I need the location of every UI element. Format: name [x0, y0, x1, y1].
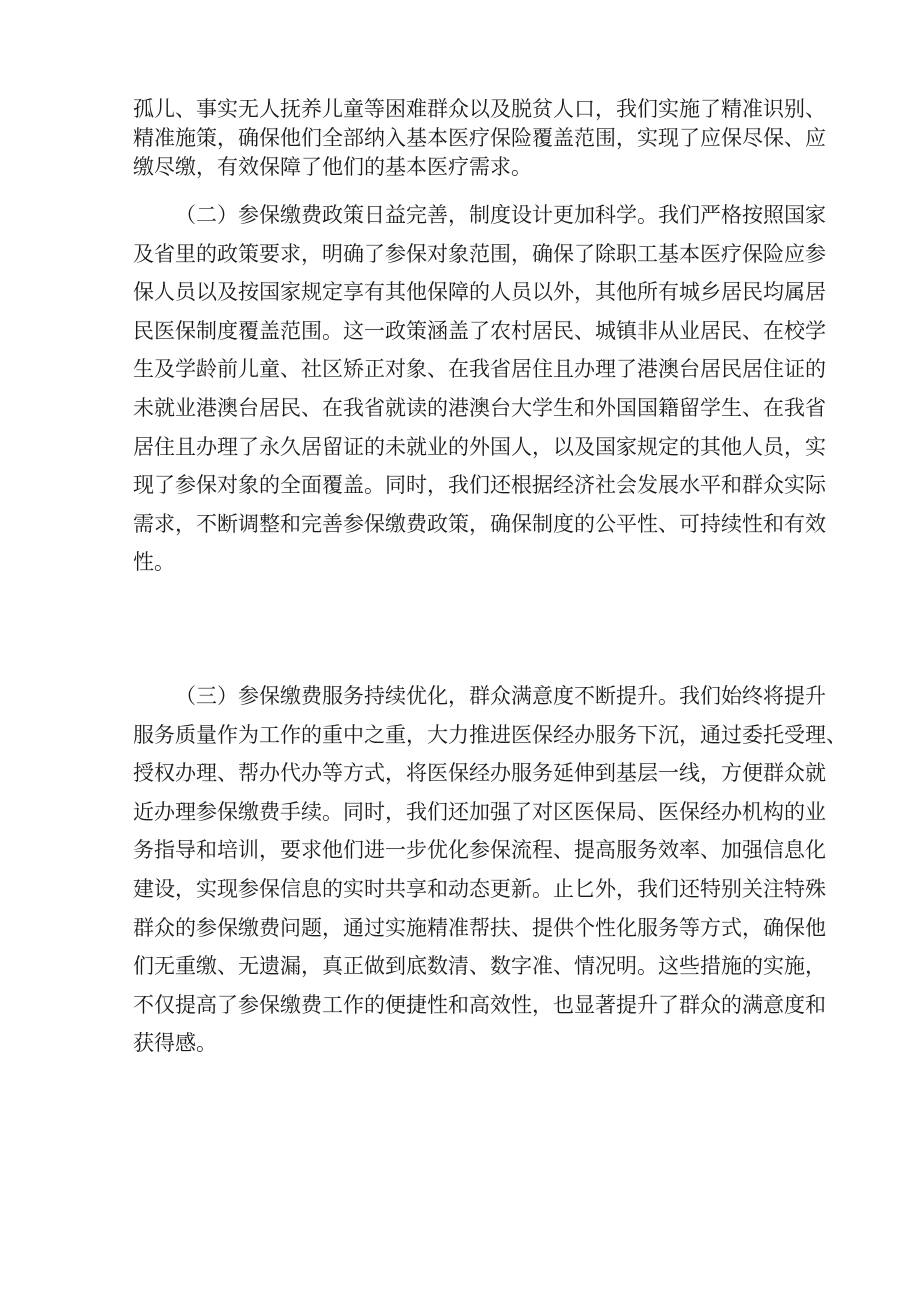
text-line: 居住且办理了永久居留证的未就业的外国人，以及国家规定的其他人员，实: [133, 434, 826, 459]
text-line: 建设，实现参保信息的实时共享和动态更新。止匕外，我们还特别关注特殊: [133, 876, 826, 901]
text-line: 群众的参保缴费问题，通过实施精准帮扶、提供个性化服务等方式，确保他: [133, 915, 826, 940]
text-line: 现了参保对象的全面覆盖。同时，我们还根据经济社会发展水平和群众实际: [133, 473, 826, 498]
paragraph-section-three: [133, 677, 847, 1063]
text-line: 生及学龄前儿童、社区矫正对象、在我省居住且办理了港澳台居民居住证的: [133, 357, 826, 382]
text-line: 们无重缴、无遗漏，真正做到底数清、数字准、情况明。这些措施的实施，: [133, 954, 826, 979]
text-line: 缴尽缴，有效保障了他们的基本医疗需求。: [133, 155, 532, 179]
text-line: 不仅提高了参保缴费工作的便捷性和高效性，也显著提升了群众的满意度和: [133, 992, 826, 1017]
section-two-heading-line: （二）参保缴费政策日益完善，制度设计更加科学。我们严格按照国家: [175, 203, 826, 227]
text-line: 精准施策，确保他们全部纳入基本医疗保险覆盖范围，实现了应保尽保、应: [133, 126, 826, 150]
text-line: 保人员以及按国家规定享有其他保障的人员以外，其他所有城乡居民均属居: [133, 280, 826, 305]
text-line: 及省里的政策要求，明确了参保对象范围，确保了除职工基本医疗保险应参: [133, 241, 826, 266]
text-line: 性。: [133, 550, 175, 575]
text-line: 服务质量作为工作的重中之重，大力推进医保经办服务下沉，通过委托受理、: [133, 722, 847, 747]
text-line: 近办理参保缴费手续。同时，我们还加强了对区医保局、医保经办机构的业: [133, 799, 826, 824]
text-line: 获得感。: [133, 1031, 217, 1056]
paragraph-continuation: [133, 95, 826, 182]
paragraph-section-two: [133, 196, 826, 582]
text-line: 授权办理、帮办代办等方式，将医保经办服务延伸到基层一线，方便群众就: [133, 761, 826, 786]
text-line: 务指导和培训，要求他们进一步优化参保流程、提高服务效率、加强信息化: [133, 838, 826, 863]
text-line: 未就业港澳台居民、在我省就读的港澳台大学生和外国国籍留学生、在我省: [133, 395, 826, 420]
section-three-heading-line: （三）参保缴费服务持续优化，群众满意度不断提升。我们始终将提升: [175, 684, 826, 708]
text-line: 民医保制度覆盖范围。这一政策涵盖了农村居民、城镇非从业居民、在校学: [133, 318, 826, 343]
text-line: 需求，不断调整和完善参保缴费政策，确保制度的公平性、可持续性和有效: [133, 511, 826, 536]
text-line: 孤儿、事实无人抚养儿童等困难群众以及脱贫人口，我们实施了精准识别、: [133, 97, 826, 121]
